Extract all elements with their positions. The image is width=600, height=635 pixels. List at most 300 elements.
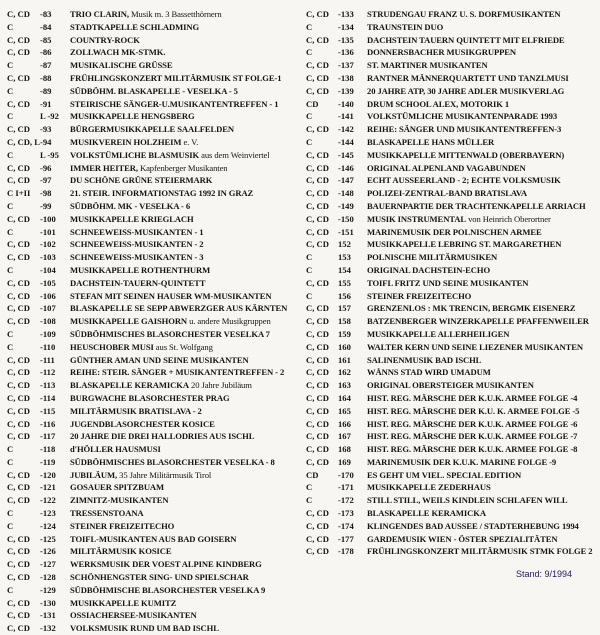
entry-format: C, CD [306,188,329,199]
entry-title-text: SCHNEEWEISS-MUSIKANTEN - 3 [70,252,204,263]
entry-title [70,597,299,610]
catalog-entry [7,609,299,622]
entry-format: C, CD [306,85,329,96]
entry-title [367,366,596,379]
entry-title [70,277,299,290]
entry-number: -96 [40,162,52,173]
entry-title [70,392,299,405]
entry-number: -130 [40,597,56,608]
entry-number: -97 [40,175,52,186]
entry-title [70,110,299,123]
entry-title-text: ZIMNITZ-MUSIKANTEN [70,495,169,506]
entry-number: 156 [338,290,351,301]
entry-format: C, CD [306,303,329,314]
entry-title-text: MUSIKKAPELLE GAISHORN [70,316,188,327]
catalog-entry [7,430,299,443]
entry-format: C [7,226,14,237]
entry-note: aus St. Wolfgang [153,341,213,352]
entry-number: -87 [40,60,52,71]
entry-title [367,456,596,469]
entry-title [70,494,299,507]
entry-number: -129 [40,584,56,595]
entry-format: C, CD [306,533,329,544]
entry-number: -148 [338,188,354,199]
catalog-entry [7,59,299,72]
entry-format: C, CD [7,239,30,250]
entry-number: -177 [338,533,354,544]
entry-title-text: SÜDBÖHM. MK - VESELKA - 6 [70,200,191,211]
entry-format: C, CD [306,341,329,352]
entry-format: C, CD [7,546,30,557]
entry-title [70,379,299,392]
catalog-entry [306,545,596,558]
entry-title [367,98,596,111]
entry-title-text: MUSIKKAPELLE MITTENWALD (OBERBAYERN) [367,149,565,160]
entry-title-text: SÜDBÖHMISCHES BLASORCHESTER VESELKA 7 [70,328,270,339]
entry-number: -140 [338,98,354,109]
entry-title [367,213,596,226]
entry-title [70,174,299,187]
entry-title-text: OSSIACHERSEE-MUSIKANTEN [70,610,197,621]
entry-title-text: STEFAN MIT SEINEN HAUSER WM-MUSIKANTEN [70,290,272,301]
entry-title [367,174,596,187]
entry-format: C, CD [306,546,329,557]
catalog-entry [306,59,596,72]
catalog-entry [306,392,596,405]
entry-format: C, CD [7,380,30,391]
catalog-entry [7,622,299,635]
catalog-entry [306,8,596,21]
catalog-entry [306,85,596,98]
entry-note: von Heinrich Oberortner [466,213,551,224]
entry-format: C [7,21,14,32]
entry-format: C [306,21,313,32]
entry-title-text: SCHNEEWEISS-MUSIKANTEN - 2 [70,239,204,250]
catalog-entry [7,533,299,546]
entry-format: C [7,508,14,519]
entry-title-text: GARDEMUSIK WIEN - ÖSTER SPEZIALITÄTEN [367,533,558,544]
entry-title-text: FRÜHLINGSKONZERT MILITÄRMUSIK STMK FOLGE 2 [367,546,593,557]
entry-title [70,341,299,354]
entry-title [367,315,596,328]
entry-title [70,622,299,635]
catalog-entry [7,85,299,98]
entry-note: 20 Jahre Jubiläum [188,380,252,391]
entry-title [367,226,596,239]
catalog-entry [7,277,299,290]
entry-title [70,85,299,98]
entry-title [70,59,299,72]
entry-title-text: HIST. REG. MÄRSCHE DER K.U.K. ARMEE FOLGE -6 [367,418,578,429]
entry-number: -111 [40,354,55,365]
entry-format: C, CD [7,162,30,173]
catalog-entry [306,277,596,290]
entry-title-text: STADTKAPELLE SCHLADMING [70,21,200,32]
entry-title-text: FRÜHLINGSKONZERT MILITÄRMUSIK ST FOLGE-1 [70,72,282,83]
entry-number: -132 [40,623,56,634]
entry-format: C, CD [7,367,30,378]
entry-number: 157 [338,303,351,314]
catalog-entry [306,430,596,443]
entry-number: -117 [40,431,56,442]
entry-format: C, CD [7,354,30,365]
entry-title [70,123,299,136]
entry-number: -173 [338,508,354,519]
entry-title [70,21,299,34]
entry-format: C, CD [7,175,30,186]
entry-format: C, CD [7,610,30,621]
entry-number: -134 [338,21,354,32]
entry-title [367,123,596,136]
catalog-entry [7,315,299,328]
entry-format: C, CD [7,213,30,224]
entry-title-text: HIST. REG. MÄRSCHE DER K.U.K. ARMEE FOLGE -8 [367,444,578,455]
entry-number: -107 [40,303,56,314]
catalog-entry [306,149,596,162]
entry-title [70,328,299,341]
catalog-entry [7,264,299,277]
entry-title [70,213,299,226]
entry-title-text: STRUDENGAU FRANZ U. S. DORFMUSIKANTEN [367,9,561,19]
entry-title-text: TOIFL-MUSIKANTEN AUS BAD GOISERN [70,533,237,544]
entry-format: C [306,136,313,147]
entry-format: C [306,47,313,58]
entry-format: C [7,520,14,531]
catalog-entry [7,21,299,34]
entry-title [367,34,596,47]
entry-format: C [306,111,313,122]
entry-note: Musik m. 3 Bassetthörnern [128,9,222,19]
entry-number: -123 [40,508,56,519]
entry-title [367,187,596,200]
entry-title-text: WÅNNS STAD WIRD UMADUM [367,367,491,378]
entry-number: -145 [338,149,354,160]
catalog-entry [7,123,299,136]
entry-number: 167 [338,431,351,442]
entry-number: -131 [40,610,56,621]
entry-number: -142 [338,124,354,135]
entry-title [70,302,299,315]
entry-title [367,251,596,264]
catalog-entry [306,34,596,47]
entry-title-text: BATZENBERGER WINZERKAPELLE PFAFFENWEILER [367,316,589,327]
entry-title-text: ST. MARTINER MUSIKANTEN [367,60,488,71]
entry-number: 166 [338,418,351,429]
entry-format: C, CD [306,354,329,365]
entry-format: C [7,111,14,122]
entry-number: -86 [40,47,52,58]
entry-number: -150 [338,213,354,224]
entry-format: C [7,264,14,275]
entry-number: -85 [40,34,52,45]
entry-title [70,72,299,85]
entry-title-text: GÜNTHER AMAN UND SEINE MUSIKANTEN [70,354,249,365]
entry-number: 155 [338,277,351,288]
entry-title-text: VOLKSMUSIK RUND UM BAD ISCHL [70,623,219,634]
entry-format: C, CD [306,34,329,45]
entry-number: 160 [338,341,351,352]
entry-title [367,545,596,558]
entry-number: 163 [338,380,351,391]
entry-format: C, CD [7,418,30,429]
entry-title-text: ZOLLWACH MK-STMK. [70,47,166,58]
entry-format: C, CD [7,277,30,288]
entry-title-text: ORIGINAL ALPENLAND VAGABUNDEN [367,162,526,173]
entry-title-text: WERKSMUSIK DER VOEST ALPINE KINDBERG [70,559,262,570]
entry-number: -170 [338,469,354,480]
entry-title-text: BAUERNPARTIE DER TRACHTENKAPELLE ARRIACH [367,200,586,211]
catalog-entry [7,405,299,418]
entry-number: -108 [40,316,56,327]
entry-title [70,8,299,21]
catalog-entry [306,379,596,392]
catalog-entry [306,213,596,226]
entry-number: 168 [338,444,351,455]
entry-format: C, CD [7,9,30,19]
entry-format: C, CD [7,34,30,45]
entry-title-text: TRIO CLARIN, [70,9,129,19]
entry-format: C [7,200,14,211]
entry-title-text: ES GEHT UM VIEL. SPECIAL EDITION [367,469,522,480]
catalog-entry [306,187,596,200]
catalog-entry [7,72,299,85]
entry-format: C, CD [306,328,329,339]
entry-number: -147 [338,175,354,186]
entry-title [367,533,596,546]
entry-title-text: BLASKAPELLE SE SEPP ABWERZGER AUS KÄRNTEN [70,303,288,314]
entry-title [367,392,596,405]
entry-title [367,72,596,85]
entry-title-text: DRUM SCHOOL ALEX, MOTORIK 1 [367,98,510,109]
entry-number: -139 [338,85,354,96]
entry-title-text: MILITÄRMUSIK BRATISLAVA - 2 [70,405,202,416]
entry-title [367,520,596,533]
entry-title [70,481,299,494]
entry-format: C [306,290,313,301]
entry-format: C, CD [7,482,30,493]
entry-title [367,149,596,162]
entry-title [70,98,299,111]
entry-format: C, CD [306,124,329,135]
catalog-entry [306,494,596,507]
catalog-entry [306,251,596,264]
entry-number: -137 [338,60,354,71]
catalog-entry [306,238,596,251]
catalog-column-left [7,8,299,635]
entry-format: C, CD [306,277,329,288]
entry-title [70,187,299,200]
catalog-entry [306,405,596,418]
entry-number: -98 [40,188,52,199]
catalog-entry [306,72,596,85]
entry-number: -146 [338,162,354,173]
entry-format: C, CD [7,72,30,83]
catalog-entry [7,290,299,303]
entry-title-text: ECHT AUSSEERLAND - 2; ECHTE VOLKSMUSIK [367,175,561,186]
entry-title-text: GRENZENLOS : MK TRENCIN, BERGMK EISENERZ [367,303,576,314]
entry-format: C [7,328,14,339]
entry-number: -121 [40,482,56,493]
entry-format: C, CD [306,162,329,173]
catalog-entry [7,366,299,379]
entry-number: -89 [40,85,52,96]
entry-number: -151 [338,226,354,237]
entry-number: L -95 [40,149,59,160]
entry-number: -83 [40,9,52,19]
entry-format: C, CD [7,469,30,480]
entry-number: 154 [338,264,351,275]
catalog-entry [7,392,299,405]
entry-title [70,533,299,546]
catalog-entry [306,328,596,341]
catalog-entry [7,98,299,111]
catalog-entry [7,456,299,469]
entry-title [70,149,299,162]
entry-title [367,418,596,431]
entry-format: C, CD [306,72,329,83]
entry-number: -136 [338,47,354,58]
entry-format: CD [306,98,319,109]
entry-title [367,443,596,456]
entry-title-text: COUNTRY-ROCK [70,34,140,45]
catalog-entry [306,366,596,379]
entry-format: C, CD [306,418,329,429]
entry-title-text: VOLKSTÜMLICHE BLASMUSIK [70,149,200,160]
entry-number: -141 [338,111,354,122]
entry-title [367,238,596,251]
catalog-entry [306,98,596,111]
catalog-entry [7,302,299,315]
entry-title-text: MUSIKKAPELLE LEBRING ST. MARGARETHEN [367,239,562,250]
entry-number: -100 [40,213,56,224]
entry-format: C, CD [306,431,329,442]
entry-title [70,366,299,379]
entry-note: e. V. [181,136,199,147]
entry-title-text: d'HÖLLER HAUSMUSI [70,444,161,455]
entry-number: -135 [338,34,354,45]
entry-format: C, CD [7,533,30,544]
entry-title-text: MARINEMUSIK DER K.U.K. MARINE FOLGE -9 [367,456,557,467]
entry-title-text: JUGENDBLASORCHESTER KOSICE [70,418,215,429]
catalog-entry [7,571,299,584]
catalog-entry [306,123,596,136]
catalog-entry [7,174,299,187]
catalog-entry [306,136,596,149]
entry-number: 153 [338,252,351,263]
entry-title [367,354,596,367]
entry-title [367,469,596,482]
stand-date: Stand: 9/1994 [515,569,572,579]
entry-title-text: ORIGINAL DACHSTEIN-ECHO [367,264,491,275]
entry-format: C, CD [306,9,329,19]
entry-format: C [7,85,14,96]
entry-title-text: MUSIKALISCHE GRÜSSE [70,60,173,71]
catalog-entry [306,481,596,494]
entry-format: C, CD [7,47,30,58]
entry-title [70,430,299,443]
entry-number: -138 [338,72,354,83]
entry-note: 35 Jahre Militärmusik Tirol [117,469,212,480]
entry-number: -120 [40,469,56,480]
entry-title [70,469,299,482]
entry-format: C [306,482,313,493]
entry-number: 152 [338,239,351,250]
entry-title-text: STILL STILL, WEILS KINDLEIN SCHLAFEN WILL [367,495,568,506]
entry-title [70,200,299,213]
entry-title [367,264,596,277]
entry-format: C, CD [7,392,30,403]
entry-title-text: SÜDBÖHM. BLASKAPELLE - VESELKA - 5 [70,85,238,96]
catalog-entry [7,545,299,558]
entry-format: C, CD [306,392,329,403]
entry-format: C, CD [306,226,329,237]
entry-title [70,545,299,558]
entry-format: C, CD [306,367,329,378]
entry-format: C [7,584,14,595]
catalog-entry [7,494,299,507]
catalog-entry [7,597,299,610]
entry-title-text: MUSIKKAPELLE ALLERHEILIGEN [367,328,510,339]
entry-title [367,277,596,290]
entry-title [70,290,299,303]
entry-format: C, CD [7,405,30,416]
catalog-column-right [306,8,596,558]
entry-title-text: 21. STEIR. INFORMATIONSTAG 1992 IN GRAZ [70,188,254,199]
entry-title [70,264,299,277]
entry-format: C, CD [306,60,329,71]
entry-format: C [7,341,14,352]
entry-title [70,418,299,431]
entry-title-text: MUSIKVEREIN HOLZHEIM [70,136,182,147]
entry-number: -174 [338,520,354,531]
entry-title-text: BLASKAPELLE KERAMICKA [367,508,486,519]
entry-format: C [7,456,14,467]
entry-number: -124 [40,520,56,531]
entry-title-text: DONNERSBACHER MUSIKGRUPPEN [367,47,516,58]
entry-title-text: BLASKAPELLE HANS MÜLLER [367,136,495,147]
entry-title-text: GOSAUER SPITZBUAM [70,482,165,493]
entry-format: C, CD [7,431,30,442]
entry-title [367,507,596,520]
entry-format: CD [306,469,319,480]
entry-title [70,571,299,584]
entry-title-text: TRAUNSTEIN DUO [367,21,444,32]
entry-title-text: TRESSENSTOANA [70,508,144,519]
catalog-entry [306,264,596,277]
entry-title-text: ORIGINAL OBERSTEIGER MUSIKANTEN [367,380,534,391]
entry-title [70,136,299,149]
entry-number: L -92 [40,111,59,122]
catalog-entry [7,584,299,597]
entry-format: C, CD [7,495,30,506]
entry-title-text: 20 JAHRE DIE DREI HALLODRIES AUS ISCHL [70,431,255,442]
entry-number: -118 [40,444,56,455]
catalog-entry [306,341,596,354]
entry-title-text: MUSIKKAPELLE ROTHENTHURM [70,264,211,275]
entry-format: C [306,252,313,263]
entry-title [70,558,299,571]
entry-title [367,341,596,354]
entry-title-text: JUBILÄUM, [70,469,118,480]
entry-number: 161 [338,354,351,365]
entry-number: 164 [338,392,351,403]
entry-title-text: 20 JAHRE ATP, 30 JAHRE ADLER MUSIKVERLAG [367,85,565,96]
catalog-entry [306,315,596,328]
catalog-entry [306,507,596,520]
entry-format: C, CD [7,252,30,263]
entry-title [70,507,299,520]
entry-format: C, CD [7,290,30,301]
